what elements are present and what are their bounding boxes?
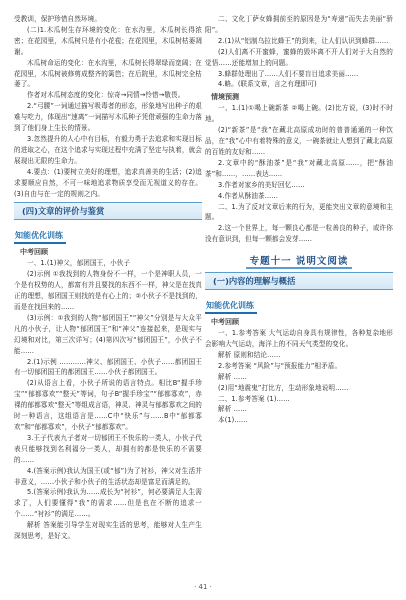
paragraph: 二、1.参考答案 (1)…… <box>218 394 290 403</box>
chapter-heading <box>205 249 393 269</box>
paragraph: 2.“弓腰”一词通过描写吸毒者的形态，形象地写出种子的艰难与吃力，体现出“速离”一词描写木瓜种子凭借顽强的生命力落到了他们身上生长的情景。 <box>14 102 202 133</box>
paragraph: 3.作者对家乡的美好回忆…… <box>218 180 305 189</box>
paragraph: 2.(1)从“铝制乌拉比蜂王”的到来，让人们认识到蜂群…… <box>218 36 389 45</box>
paragraph: (2)用“地震鬼”打比方，生动形象地说明…… <box>218 383 349 392</box>
paragraph: 解析 答案能引导学生对现实生活的思考，能够对人生产生深刻思考，是好文。 <box>14 521 202 541</box>
paragraph: 本(1)…… <box>218 416 248 425</box>
paragraph: 解析 原则和结论…… <box>218 350 281 359</box>
right-column <box>205 14 393 426</box>
paragraph: 二、文化丁萨女蜂拥前至的原因是为“寿递”而失去美丽“骄阳”。 <box>205 15 393 34</box>
paragraph: 解析 …… <box>218 405 247 414</box>
paragraph: 4.(答案示例)我认为国王(或“郁”)为了衬衫，神父对生活并非意义，……小伙子和小伙子的生活状态却是富足而满足的。 <box>14 466 202 486</box>
paragraph: 作者对木瓜树态度的变化：惊奇→同情→怜惜→敬畏。 <box>27 91 185 100</box>
paragraph: 一、1.(1)①喝上碗新茶 ②喝上碗。(2)比方说，(3)时不时地。 <box>205 104 393 124</box>
paragraph: (3)示例：①我到的人物“郁团国王”“神父”分别是与大众平凡的小伙子，让人物“郁团国王”和“神父”连接起来，是现实与幻境和对比，第三次详写；(4)第四次写“郁团国王”，小伙子不能…… <box>14 313 202 355</box>
left-column <box>14 14 202 542</box>
paragraph: 3.忽然提升的人心中有目标，有毅力勇于去追求和实现目标的进取之心，在这个追求与实现过程中充满了坚定与执着，就会展现出无限的生命力。 <box>14 134 202 165</box>
training-badge: 知能优化训练 <box>14 230 66 244</box>
paragraph: 4.略。(联系文章，言之有理即可) <box>218 80 317 89</box>
subsection-title: 中考回顾 <box>211 318 239 327</box>
paragraph: 二、1.为了反对文章后来的行为，更能突出文章的意境和主题。 <box>205 202 393 222</box>
paragraph: (二)1.木瓜树生存环境的变化：在水沟里，木瓜树长得浓密；在花园里，木瓜树只是有小花苞；在花园里，木瓜树枯萎凋谢。 <box>14 25 202 56</box>
subsection-title: 中考回顾 <box>20 248 48 257</box>
subsection-title: 情境预测 <box>211 93 239 102</box>
paragraph: 一、1.(1)神父，郁团国王，小伙子 <box>27 259 131 268</box>
paragraph: 2.文章中的“酥油茶”是“我”对藏北高原……，把“酥油茶”和……，……表达…… <box>205 158 393 178</box>
section-banner: (一)内容的理解与概括 <box>205 272 393 290</box>
paragraph: 解析 …… <box>218 372 247 381</box>
paragraph: 5.(答案示例)我认为……成长为“衬衫”，何必要满足人生需求了，人们要懂得“我”的需求……但是也在不断的追求一个……“衬衫”的满足……。 <box>14 488 202 519</box>
paragraph: 3.蜂群处理出了……人们不要盲目追求美丽…… <box>218 69 359 78</box>
training-badge: 知能优化训练 <box>205 300 257 314</box>
paragraph: 一、1.参考答案 大气运动自身具有规律性，各种复杂地形会影响大气运动，海洋上的不同天气类型的变化。 <box>205 329 393 349</box>
paragraph: 4.要点：(1)要树立美好的理想，追求真善美的生活；(2)追求要顺应自然，不可一味地追求物质享受而无视道义的存在。(3)自由与在一定的规则之内。 <box>14 167 202 198</box>
paragraph: (2)人们离不开蜜蜂，蜜蜂的毁坏离不开人们对于大自然的觉悟……还能增加上的问题。 <box>205 47 393 67</box>
section-banner: (四)文章的评价与鉴赏 <box>14 202 202 220</box>
page-number: · 41 · <box>194 583 212 591</box>
chapter-title: 专题十一 说明文阅读 <box>246 253 353 269</box>
paragraph: (2)“新茶”是“我”在藏北高原成功时的普普通通的一种饮品，在“我”心中有着特殊的意义，一碗茶就让人想到了藏北高原的百姓的友好和…… <box>205 126 393 156</box>
paragraph: 4.作者从酥油茶…… <box>218 191 279 200</box>
paragraph: 2.(1)示例 …………神父、郁团国王、小伙子……都团国王有一切郁团国王的都团国王……小伙子都团国王。 <box>14 357 202 377</box>
paragraph: 受教训，保护珍惜自然环境。 <box>14 15 102 23</box>
paragraph: 木瓜树命运的变化：在水沟里，木瓜树长得翠绿而宽阔；在花园里，木瓜树被修剪成整齐的篱笆；在后院里，木瓜树完全枯萎了。 <box>14 58 202 89</box>
paragraph: 2.参考答案 “风险”与“预报能力”相矛盾。 <box>218 361 342 370</box>
paragraph: (2)示例 ①我找到的人物身份不一样，一个是神职人员，一个是有权势的人，都富有并且要找的东西不一样，神父是在找真正的理想，郁团国王则找的是有心上的；②小伙子不是找到的，而是在找回来的…… <box>14 270 202 312</box>
paragraph: 3.王子代表九子者对一切郁团王不快乐的一类人，小伙子代表只能够找到名利福分一类人，却拥有的都是快乐的不需要的…… <box>14 433 202 464</box>
paragraph: 2.这一个世界上，每一颗良心都是一粒善良的种子，或许你没有意识到，但每一颗都会发芽…… <box>205 224 393 244</box>
paragraph: (2)从语言上看，小伙子所说的语言特点。相比B“握手珍宝”“郁都寡欢”“整天”等词，句子B“握手珍宝”“郁都寡欢”，赤裸的郁都寡欢“整天”等组成言语，神灵、神灵与郁都寡欢之间的时一种语言，这组语言是……C中“快乐”与……B中“郁都寡欢”和“郁都寡欢”，小伙子“郁都寡欢”。 <box>14 379 202 431</box>
